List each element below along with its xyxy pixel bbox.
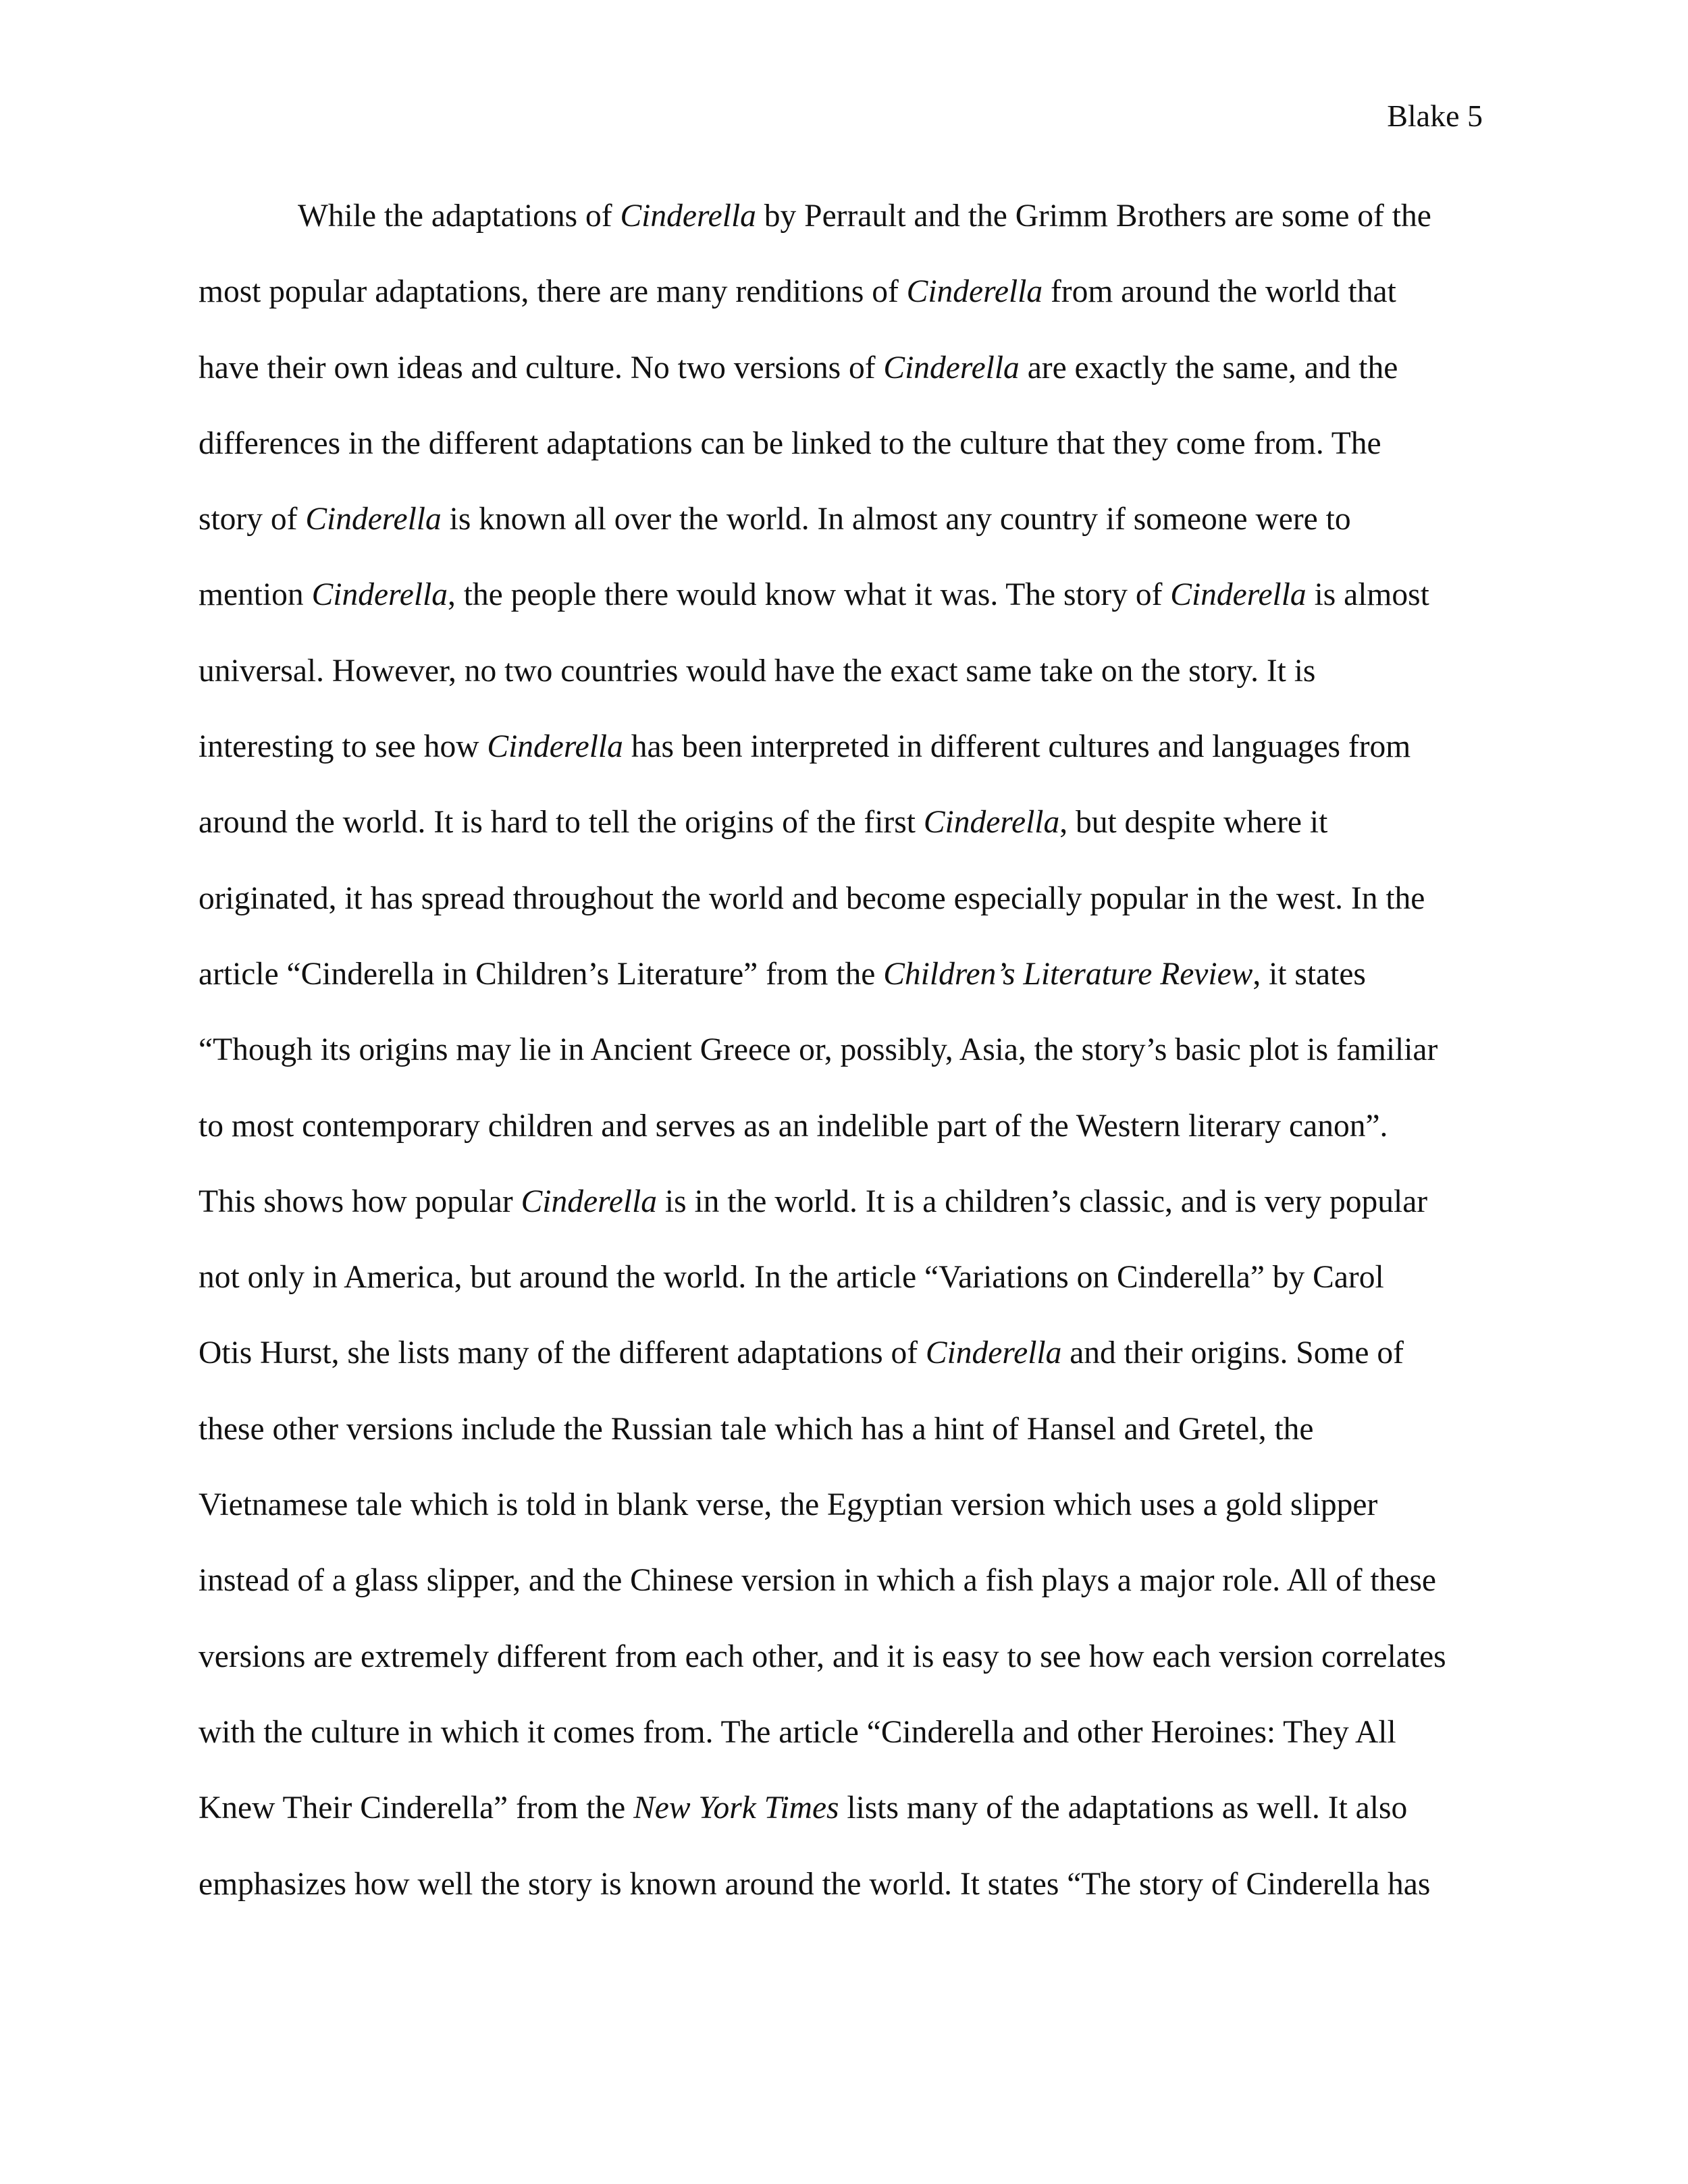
italic-title: Cinderella — [305, 502, 442, 537]
text-segment: Otis Hurst, she lists many of the different adaptations of — [199, 1335, 926, 1371]
text-segment: is known all over the world. In almost any country if someone were to — [441, 502, 1351, 537]
running-head: Blake 5 — [1387, 99, 1483, 133]
text-segment: and their origins. Some of — [1061, 1335, 1404, 1371]
italic-title: Cinderella — [487, 729, 623, 765]
text-line — [199, 1181, 1505, 1257]
text-segment: differences in the different adaptations can be linked to the culture that they come from. The — [199, 425, 1381, 461]
text-line — [199, 1636, 1505, 1712]
text-line — [199, 878, 1505, 954]
text-line — [199, 1560, 1505, 1636]
text-line — [199, 1864, 1505, 1940]
text-line — [199, 1409, 1505, 1485]
text-segment: mention — [199, 577, 312, 613]
text-line — [199, 802, 1505, 878]
text-line — [199, 1257, 1505, 1333]
text-segment: universal. However, no two countries would have the exact same take on the story. It is — [199, 653, 1316, 689]
text-segment: by Perrault and the Grimm Brothers are some of the — [756, 198, 1431, 234]
italic-title: Cinderella — [1170, 577, 1307, 613]
text-line — [199, 1106, 1505, 1181]
text-segment: to most contemporary children and serves as an indelible part of the Western literary canon”. — [199, 1108, 1388, 1144]
text-line — [199, 271, 1505, 347]
text-line — [199, 1030, 1505, 1105]
text-segment: Vietnamese tale which is told in blank verse, the Egyptian version which uses a gold slipper — [199, 1487, 1378, 1523]
italic-title: Cinderella — [923, 805, 1060, 841]
text-line — [199, 651, 1505, 726]
text-segment: from around the world that — [1043, 274, 1396, 310]
text-segment: Knew Their Cinderella” from the — [199, 1790, 634, 1826]
text-segment: versions are extremely different from each other, and it is easy to see how each version correlates — [199, 1639, 1446, 1674]
text-segment: , but despite where it — [1059, 805, 1328, 841]
text-line — [199, 348, 1505, 423]
italic-title: Cinderella — [906, 274, 1043, 310]
text-line — [199, 423, 1505, 499]
text-segment: instead of a glass slipper, and the Chinese version in which a fish plays a major role. All of these — [199, 1563, 1437, 1599]
italic-title: Children’s Literature Review — [883, 956, 1253, 992]
text-segment: are exactly the same, and the — [1019, 350, 1398, 385]
text-line — [199, 1485, 1505, 1560]
text-segment: emphasizes how well the story is known around the world. It states “The story of Cinderella has — [199, 1866, 1431, 1902]
text-line — [199, 575, 1505, 650]
text-segment: , it states — [1252, 956, 1366, 992]
italic-title: Cinderella — [311, 577, 448, 613]
text-line — [199, 1788, 1505, 1863]
text-segment: , the people there would know what it was. The story of — [447, 577, 1171, 613]
text-segment: lists many of the adaptations as well. It also — [839, 1790, 1408, 1826]
text-segment: have their own ideas and culture. No two versions of — [199, 350, 884, 385]
text-line — [199, 1712, 1505, 1788]
text-segment: story of — [199, 502, 306, 537]
text-line — [199, 196, 1505, 271]
italic-title: New York Times — [633, 1790, 839, 1826]
text-segment: with the culture in which it comes from. The article “Cinderella and other Heroines: They All — [199, 1714, 1396, 1750]
text-segment: This shows how popular — [199, 1183, 521, 1219]
italic-title: Cinderella — [521, 1183, 658, 1219]
text-segment: most popular adaptations, there are many renditions of — [199, 274, 907, 310]
italic-title: Cinderella — [620, 198, 756, 234]
text-segment: originated, it has spread throughout the world and become especially popular in the west. In the — [199, 880, 1425, 916]
text-segment: these other versions include the Russian tale which has a hint of Hansel and Gretel, the — [199, 1411, 1314, 1447]
text-segment: article “Cinderella in Children’s Literature” from the — [199, 956, 884, 992]
text-segment: has been interpreted in different cultures and languages from — [623, 729, 1411, 765]
text-segment: While the adaptations of — [298, 198, 621, 234]
text-segment: not only in America, but around the world. In the article “Variations on Cinderella” by Carol — [199, 1260, 1384, 1296]
text-segment: around the world. It is hard to tell the origins of the first — [199, 805, 924, 841]
text-line — [199, 954, 1505, 1030]
text-line — [199, 1333, 1505, 1408]
italic-title: Cinderella — [883, 350, 1020, 385]
text-line — [199, 726, 1505, 802]
text-segment: is in the world. It is a children’s classic, and is very popular — [657, 1183, 1428, 1219]
text-segment: “Though its origins may lie in Ancient Greece or, possibly, Asia, the story’s basic plot is familiar — [199, 1032, 1438, 1068]
text-line — [199, 499, 1505, 575]
text-segment: is almost — [1306, 577, 1429, 613]
essay-paragraph — [199, 196, 1505, 1940]
italic-title: Cinderella — [925, 1335, 1062, 1371]
text-segment: interesting to see how — [199, 729, 487, 765]
